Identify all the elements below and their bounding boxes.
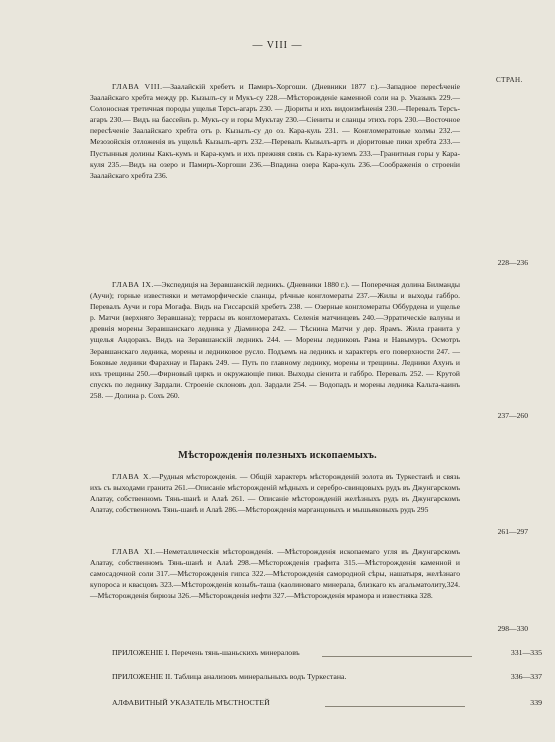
alphabetical-index-pages: 339 <box>530 698 542 707</box>
chapter-9-text: —Экспедиція на Зеравшанскій ледникъ. (Дневники 1880 г.). — Поперечная долина Билманды (Аучи); горные известняки и метаморфическіе сланцы, рѣчные конгломераты 237.—Жилы и выходы габбро. Перевалъ Аучи и гора Могафа. Видъ на Гиссарскій хребетъ 238. — Озерные конгломераты Оббурдена и ущелье р. Матчи (верхняго Зеравшана); террасы въ конгломератахъ. Селенія матчинцевъ 240.—Эрратическіе валуны и древнія морены Зеравшанскаго ледника у Діаминора 242. — Тѣснина Матчи у дер. Ярамъ. Жила гранита у ущелья Андоракъ. Видъ на Зеравшанскій ледникъ 244. — Морены ледниковъ Рама и Навымуръ. Осмотръ Зеравшанскаго ледника, морены и ледниковое русло. Подъемъ на ледникъ и характеръ его поверхности 247. — Боковые ледники Фарахнау и Паракъ 249. — Путь по главному леднику, морены и трещины. Ледники Ахунъ и ихъ трещины 250.—Фирновый циркъ и окружающіе пики. Выходы сіенита и габбро. Перевалъ 252. — Крутой спускъ по леднику Зардали. Строеніе склоновъ дол. Зардали 254. — Водопадъ и морены ледника Кальта-каинъ 258. — Долина р. Сохъ 260. <box>90 280 461 400</box>
chapter-8-text: —Заалайскій хребетъ и Памиръ-Хоргоши. (Дневники 1877 г.).—Западное пересѣченіе Заалайскаго хребта между рр. Кызылъ-су и Мукъ-су 228.—Мѣсторожденіе каменной соли на р. Указыкъ 229.—Солоносная третичная породы ущелья Терсъ-агаръ 230. — Діориты и ихъ видоизмѣненія 230.—Перевалъ Терсъ-агаръ 230.— Видъ на бассейнъ р. Мукъ-су и горы Мукътау 230.—Сіениты и сланцы этихъ горъ 230.—Восточное пересѣченіе Заалайскаго хребта отъ р. Кызылъ-су до оз. Кара-куль 231. — Конгломератовые холмы 232.—Мезозойскія отложенія въ ущельѣ Кызылъ-артъ 232.—Перевалъ Кызылъ-артъ и діоритовые пики хребта 233.—Пустынныя долины Какъ-кумъ и Кара-кумъ и ихъ прежняя связь съ Кара-куземъ 233.—Гранитныя горы у Кара-куля 235.—Видъ на озеро и Памиръ-Хоргоши 236.—Впадина озера Кара-куль 236.—Соображенія о строеніи Заалайскаго хребта 236. <box>90 82 461 180</box>
chapter-8-title: ГЛАВА VIII. <box>112 82 163 91</box>
chapter-10-text: —Рудныя мѣсторожденія. — Общій характеръ мѣсторожденій золота въ Туркестанѣ и связь ихъ съ выходами гранита 261.—Описаніе мѣсторожденій мѣдныхъ и серебро-свинцовыхъ рудъ въ Джунгарскомъ Алатау, собственномъ Тянь-шанѣ и Алаѣ 261. — Описаніе мѣсторожденій желѣзныхъ рудъ въ Джунгарскомъ Алатау, собственномъ Тянь-шанѣ и Алаѣ 286.—Мѣсторожденія марганцовыхъ и мышьяковыхъ рудъ 295 <box>90 472 460 515</box>
chapter-9-entry <box>90 279 460 401</box>
chapter-11-text: —Неметаллическія мѣсторожденія. —Мѣсторожденія ископаемаго угля въ Джунгарскомъ Алатау, собственномъ Тянь-шанѣ и Алаѣ 298.—Мѣсторожденія графита 315.—Мѣсторожденія каменной и самосадочной соли 317.—Мѣсторожденія гипса 322.—Мѣсторожденія самородной сѣры, нашатыря, желѣзнаго купороса и квасцовъ 323.—Мѣсторожденія козыбъ-таша (каолиноваго минерала, близкаго къ агальматолиту,324.—Мѣсторожденія бирюзы 326.—Мѣсторожденія нефти 327.—Мѣсторожденія мрамора и известняка 328. <box>90 547 461 601</box>
leader-rule-3 <box>325 706 465 707</box>
chapter-9-pages: 237—260 <box>497 411 528 420</box>
appendix-1-text: ПРИЛОЖЕНІЕ I. Перечень тянь-шаньскихъ минераловъ <box>112 648 300 657</box>
chapter-9-title: ГЛАВА IX. <box>112 280 154 289</box>
chapter-8-pages: 228—236 <box>497 258 528 267</box>
chapter-10-pages: 261—297 <box>497 527 528 536</box>
chapter-11-title: ГЛАВА XI. <box>112 547 156 556</box>
leader-rule-1 <box>322 656 472 657</box>
section-title: Мѣсторожденія полезныхъ ископаемыхъ. <box>178 450 377 461</box>
chapter-11-pages: 298—330 <box>497 624 528 633</box>
appendix-2-pages: 336—337 <box>510 672 542 681</box>
page-number: — VIII — <box>252 40 303 51</box>
pages-column-label: СТРАН. <box>496 76 523 84</box>
chapter-10-title: ГЛАВА X. <box>112 472 152 481</box>
alphabetical-index-text: АЛФАВИТНЫЙ УКАЗАТЕЛЬ МѢСТНОСТЕЙ <box>112 698 270 707</box>
appendix-1-pages: 331—335 <box>510 648 542 657</box>
chapter-11-entry <box>90 546 460 601</box>
appendix-2-entry <box>112 671 542 682</box>
chapter-10-entry <box>90 471 460 515</box>
chapter-8-entry <box>90 81 460 181</box>
appendix-2-text: ПРИЛОЖЕНІЕ II. Таблица анализовъ минеральныхъ водъ Туркестана. <box>112 672 347 681</box>
